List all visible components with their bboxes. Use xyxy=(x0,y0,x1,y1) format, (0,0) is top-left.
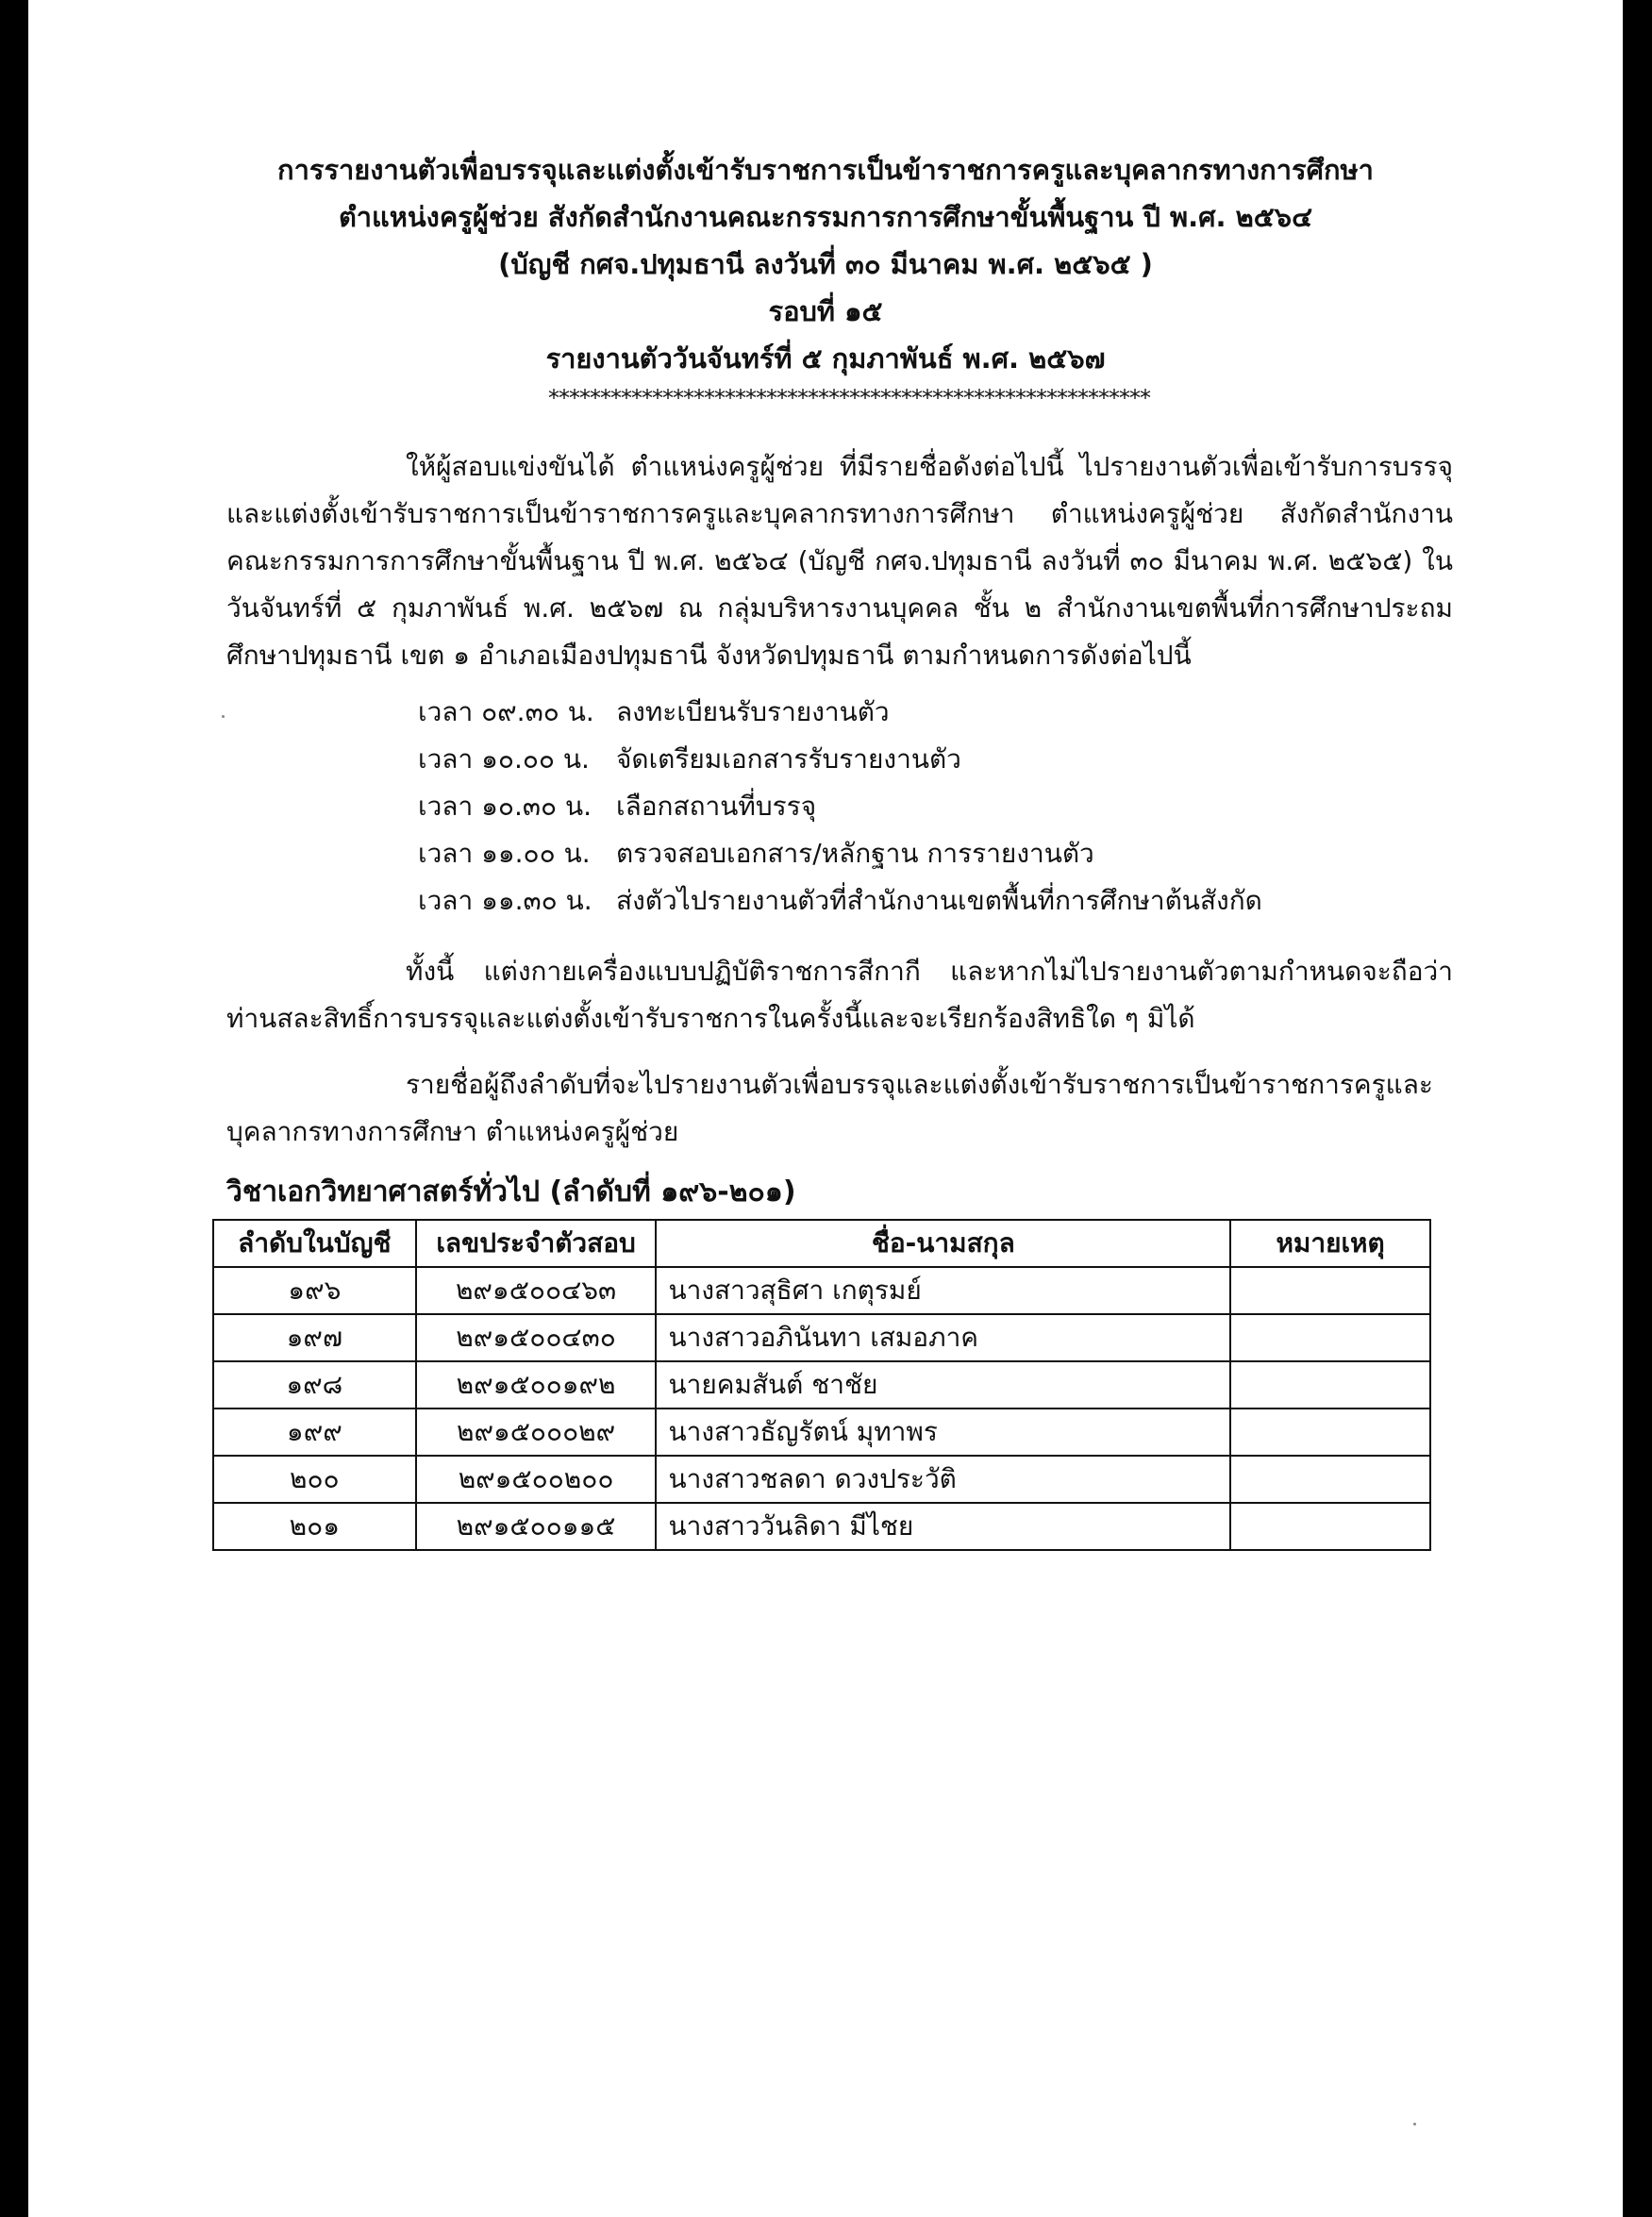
header-rank: ลำดับในบัญชี xyxy=(213,1220,416,1267)
schedule-time: เวลา ๑๐.๓๐ น. xyxy=(418,791,592,822)
rank-cell: ๒๐๐ xyxy=(213,1456,416,1503)
list-intro-paragraph xyxy=(226,1061,1453,1156)
name-cell: นางสาวชลดา ดวงประวัติ xyxy=(656,1456,1230,1503)
schedule-time: เวลา ๑๑.๓๐ น. xyxy=(418,885,592,916)
separator-line: ********************************************************** xyxy=(548,385,1150,411)
exam-id-cell: ๒๙๑๕๐๐๔๓๐ xyxy=(416,1314,657,1361)
intro-paragraph xyxy=(226,443,1453,679)
scan-speck xyxy=(222,715,225,718)
schedule-activity: ตรวจสอบเอกสาร/หลักฐาน การรายงานตัว xyxy=(616,838,1094,869)
dress-code-paragraph xyxy=(226,948,1453,1042)
exam-id-cell: ๒๙๑๕๐๐๑๙๒ xyxy=(416,1361,657,1409)
rank-cell: ๒๐๑ xyxy=(213,1503,416,1550)
note-cell xyxy=(1230,1456,1430,1503)
table-header-row xyxy=(213,1220,1430,1267)
table-row xyxy=(213,1503,1430,1550)
table-row xyxy=(213,1409,1430,1456)
title-line-3: (บัญชี กศจ.ปทุมธานี ลงวันที่ ๓๐ มีนาคม พ.ศ. ๒๕๖๕ ) xyxy=(498,248,1153,280)
round-number: รอบที่ ๑๕ xyxy=(768,295,883,327)
schedule-item xyxy=(418,830,1262,877)
note-cell xyxy=(1230,1503,1430,1550)
header-exam-id: เลขประจำตัวสอบ xyxy=(416,1220,657,1267)
schedule-activity: ลงทะเบียนรับรายงานตัว xyxy=(616,696,890,727)
name-cell: นางสาวสุธิศา เกตุรมย์ xyxy=(656,1267,1230,1314)
exam-id-cell: ๒๙๑๕๐๐๒๐๐ xyxy=(416,1456,657,1503)
header-note: หมายเหตุ xyxy=(1230,1220,1430,1267)
table-row xyxy=(213,1314,1430,1361)
table-row xyxy=(213,1361,1430,1409)
dress-code-text: ทั้งนี้ แต่งกายเครื่องแบบปฏิบัติราชการสีกากี และหากไม่ไปรายงานตัวตามกำหนดจะถือว่าท่านสละสิทธิ์การบรรจุและแต่งตั้งเข้ารับราชการในครั้งนี้และจะเรียกร้องสิทธิใด ๆ มิได้ xyxy=(226,956,1453,1034)
schedule-item xyxy=(418,689,1262,736)
rank-cell: ๑๙๖ xyxy=(213,1267,416,1314)
schedule-activity: เลือกสถานที่บรรจุ xyxy=(616,791,817,822)
table-row xyxy=(213,1267,1430,1314)
schedule-item xyxy=(418,736,1262,783)
list-intro-text: รายชื่อผู้ถึงลำดับที่จะไปรายงานตัวเพื่อบรรจุและแต่งตั้งเข้ารับราชการเป็นข้าราชการครูและบุคลากรทางการศึกษา ตำแหน่งครูผู้ช่วย xyxy=(226,1069,1433,1147)
name-cell: นางสาวธัญรัตน์ มุทาพร xyxy=(656,1409,1230,1456)
exam-id-cell: ๒๙๑๕๐๐๑๑๕ xyxy=(416,1503,657,1550)
rank-cell: ๑๙๙ xyxy=(213,1409,416,1456)
document-page xyxy=(28,0,1623,2217)
scan-speck xyxy=(1413,2123,1416,2125)
note-cell xyxy=(1230,1361,1430,1409)
note-cell xyxy=(1230,1267,1430,1314)
exam-id-cell: ๒๙๑๕๐๐๔๖๓ xyxy=(416,1267,657,1314)
schedule-activity: จัดเตรียมเอกสารรับรายงานตัว xyxy=(616,743,961,775)
candidate-table xyxy=(212,1219,1431,1551)
note-cell xyxy=(1230,1409,1430,1456)
rank-cell: ๑๙๘ xyxy=(213,1361,416,1409)
title-line-2: ตำแหน่งครูผู้ช่วย สังกัดสำนักงานคณะกรรมการการศึกษาขั้นพื้นฐาน ปี พ.ศ. ๒๕๖๔ xyxy=(338,201,1313,233)
name-cell: นายคมสันต์ ชาชัย xyxy=(656,1361,1230,1409)
name-cell: นางสาวอภินันทา เสมอภาค xyxy=(656,1314,1230,1361)
schedule-time: เวลา ๑๐.๐๐ น. xyxy=(418,743,590,775)
schedule-activity: ส่งตัวไปรายงานตัวที่สำนักงานเขตพื้นที่การศึกษาต้นสังกัด xyxy=(616,885,1262,916)
rank-cell: ๑๙๗ xyxy=(213,1314,416,1361)
exam-id-cell: ๒๙๑๕๐๐๐๒๙ xyxy=(416,1409,657,1456)
schedule-item xyxy=(418,783,1262,830)
schedule-time: เวลา ๐๙.๓๐ น. xyxy=(418,696,594,727)
title-line-1: การรายงานตัวเพื่อบรรจุและแต่งตั้งเข้ารับราชการเป็นข้าราชการครูและบุคลากรทางการศึกษา xyxy=(277,154,1374,186)
document-title xyxy=(28,146,1623,382)
schedule-item xyxy=(418,877,1262,925)
section-title: วิชาเอกวิทยาศาสตร์ทั่วไป (ลำดับที่ ๑๙๖-๒๐๑) xyxy=(226,1175,796,1209)
schedule-list xyxy=(418,689,1262,925)
header-name: ชื่อ-นามสกุล xyxy=(656,1220,1230,1267)
name-cell: นางสาววันลิดา มีไชย xyxy=(656,1503,1230,1550)
note-cell xyxy=(1230,1314,1430,1361)
schedule-time: เวลา ๑๑.๐๐ น. xyxy=(418,838,591,869)
table-row xyxy=(213,1456,1430,1503)
intro-text: ให้ผู้สอบแข่งขันได้ ตำแหน่งครูผู้ช่วย ที่มีรายชื่อดังต่อไปนี้ ไปรายงานตัวเพื่อเข้ารับการบรรจุและแต่งตั้งเข้ารับราชการเป็นข้าราชการครูและบุคลากรทางการศึกษา ตำแหน่งครูผู้ช่วย สังกัดสำนักงานคณะกรรมการการศึกษาขั้นพื้นฐาน ปี พ.ศ. ๒๕๖๔ (บัญชี กศจ.ปทุมธานี ลงวันที่ ๓๐ มีนาคม พ.ศ. ๒๕๖๕) ในวันจันทร์ที่ ๕ กุมภาพันธ์ พ.ศ. ๒๕๖๗ ณ กลุ่มบริหารงานบุคคล ชั้น ๒ สำนักงานเขตพื้นที่การศึกษาประถมศึกษาปทุมธานี เขต ๑ อำเภอเมืองปทุมธานี จังหวัดปทุมธานี ตามกำหนดการดังต่อไปนี้ xyxy=(226,451,1453,671)
report-date: รายงานตัววันจันทร์ที่ ๕ กุมภาพันธ์ พ.ศ. ๒๕๖๗ xyxy=(545,342,1106,375)
